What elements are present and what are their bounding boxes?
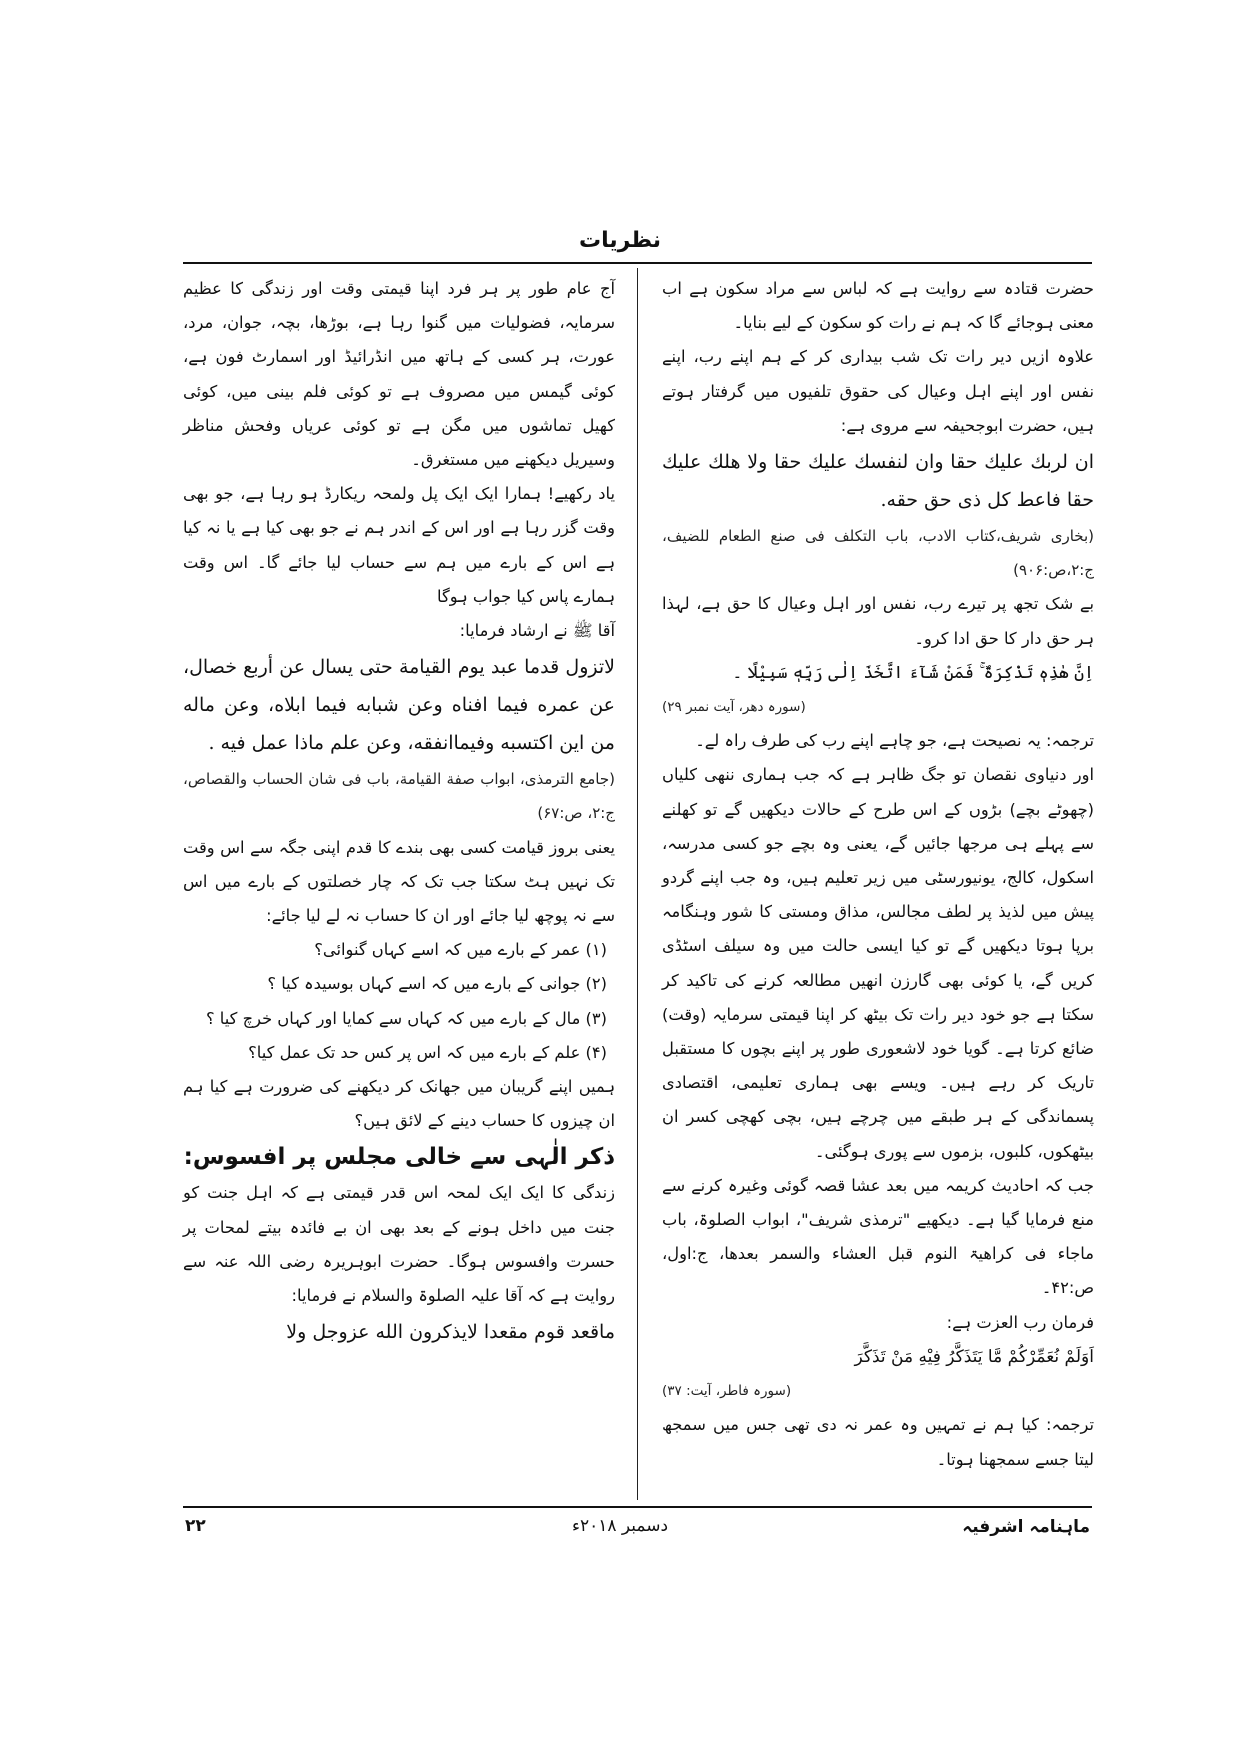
paragraph-self-reflection: ہمیں اپنے گریبان میں جھانک کر دیکھنے کی ضرورت ہے کیا ہم ان چیزوں کا حساب دینے کے لائق ہیں؟: [183, 1077, 615, 1131]
quran-citation-dahr: (سورہ دھر، آیت نمبر ۲۹): [662, 699, 806, 716]
list-item: (۳) مال کے بارے میں کہ کہاں سے کمایا اور کہاں خرچ کیا ؟: [205, 1008, 607, 1028]
left-column: [183, 272, 615, 1351]
header-divider: [183, 262, 1092, 264]
hadith-rights-translation: بے شک تجھ پر تیرے رب، نفس اور اہل وعیال کا حق ہے، لہذا ہر حق دار کا حق ادا کرو۔: [662, 594, 1094, 648]
quran-verse-fatir: اَوَلَمْ نُعَمِّرْكُمْ مَّا يَتَذَكَّرُ فِيْهِ مَنْ تَذَكَّرَ: [854, 1346, 1094, 1367]
paragraph-wasting-time: آج عام طور پر ہر فرد اپنا قیمتی وقت اور زندگی کا عظیم سرمایہ، فضولیات میں گنوا رہا ہے، بوڑھا، بچہ، جوان، مرد، عورت، ہر کسی کے ہاتھ میں انڈرائیڈ اور اسمارٹ فون ہے، کوئی گیمس میں مصروف ہے تو کوئی فلم بینی میں، کوئی کھیل تماشوں میں مگن ہے تو کوئی عریاں وفحش مناظر وسیریل دیکھنے میں مستغرق۔: [183, 279, 615, 470]
hadith-gathering-arabic: ماقعد قوم مقعدا لايذكرون الله عزوجل ولا: [286, 1321, 615, 1344]
list-item: (۲) جوانی کے بارے میں کہ اسے کہاں بوسیدہ کیا ؟: [267, 974, 607, 994]
list-item: (۱) عمر کے بارے میں کہ اسے کہاں گنوائی؟: [314, 940, 607, 960]
paragraph-every-moment: زندگی کا ایک ایک لمحہ اس قدر قیمتی ہے کہ اہل جنت کو جنت میں داخل ہونے کے بعد بھی ان بے فائدہ بیتے لمحات پر حسرت وافسوس ہوگا۔ حضرت ابوہریرہ رضی اللہ عنہ سے روایت ہے کہ آقا علیہ الصلوۃ والسلام نے فرمایا:: [183, 1183, 615, 1306]
column-divider: [637, 268, 638, 1500]
paragraph-night-waking: علاوہ ازیں دیر رات تک شب بیداری کر کے ہم اپنے رب، اپنے نفس اور اپنے اہل وعیال کی حقوق تلفیوں میں گرفتار ہوتے ہیں، حضرت ابوجحیفہ سے مروی ہے:: [662, 347, 1094, 435]
hadith-four-questions-reference: (جامع الترمذی، ابواب صفة القيامة، باب فی شان الحساب والقصاص، ج:۲، ص:۶۷): [183, 770, 615, 823]
page-number: ۲۲: [185, 1516, 206, 1536]
right-column: [662, 272, 1094, 1477]
divine-saying-intro: فرمان رب العزت ہے:: [946, 1312, 1094, 1332]
hadith-rights-arabic: ان لربك عليك حقا وان لنفسك عليك حقا ولا هلك عليك حقا فاعط كل ذی حق حقه.: [662, 451, 1094, 512]
section-heading-dhikr: ذکر الٰہی سے خالی مجلس پر افسوس:: [183, 1144, 615, 1171]
footer-magazine-name: ماہنامہ اشرفیہ: [962, 1517, 1090, 1537]
footer-divider: [183, 1506, 1092, 1508]
hadith-explanation: یعنی بروز قیامت کسی بھی بندے کا قدم اپنی جگہ سے اس وقت تک نہیں ہٹ سکتا جب تک کہ چار خصلتوں کے بارے میں اس سے نہ پوچھ لیا جائے اور ان کا حساب نہ لے لیا جائے:: [183, 837, 615, 926]
paragraph-worldly-loss: اور دنیاوی نقصان تو جگ ظاہر ہے کہ جب ہماری ننھی کلیاں (چھوٹے بچے) بڑوں کے اس طرح کے حالات دیکھیں گے تو کھلنے سے پہلے ہی مرجھا جائیں گے، یعنی وہ بچے جو کسی مدرسہ، اسکول، کالج، یونیورسٹی میں زیر تعلیم ہیں، وہ جب اپنے گردو پیش میں لذیذ پر لطف مجالس، مذاق ومستی کا شور وہنگامہ برپا ہوتا دیکھیں گے تو کیا ایسی حالت میں وہ سیلف اسٹڈی کریں گے، یا کوئی بھی گارزن انھیں مطالعہ کرنے کی تاکید کر سکتا ہے جو خود دیر رات تک بیٹھ کر اپنا قیمتی سرمایہ (وقت) ضائع کرتا ہے۔ گویا خود لاشعوری طور پر اپنے بچوں کا مستقبل تاریک کر رہے ہیں۔ ویسے بھی ہماری تعلیمی، اقتصادی پسماندگی کے ہر طبقے میں چرچے ہیں، بچی کھچی کسر ان بیٹھکوں، کلبوں، بزموں سے پوری ہوگئی۔: [662, 765, 1094, 1161]
quran-translation-dahr: ترجمہ: یہ نصیحت ہے، جو چاہے اپنے رب کی طرف راہ لے۔: [695, 731, 1094, 751]
footer-issue-date: دسمبر ۲۰۱۸ء: [571, 1516, 669, 1536]
hadith-rights-reference: (بخاری شریف،کتاب الادب، باب التكلف فی صنع الطعام للضیف، ج:۲،ص:۹۰۶): [662, 527, 1094, 580]
paragraph-remember: یاد رکھیے! ہمارا ایک ایک پل ولمحہ ریکارڈ ہو رہا ہے، جو بھی وقت گزر رہا ہے اور اس کے اندر ہم نے جو بھی کیا ہے یا نہ کیا ہے اس کے بارے میں ہم سے حساب لیا جائے گا۔ اس وقت ہمارے پاس کیا جواب ہوگا: [183, 484, 615, 606]
hadith-intro: آقا ﷺ نے ارشاد فرمایا:: [459, 621, 615, 641]
quran-translation-fatir: ترجمہ: کیا ہم نے تمہیں وہ عمر نہ دی تھی جس میں سمجھ لیتا جسے سمجھنا ہوتا۔: [662, 1415, 1094, 1469]
quran-verse-dahr: اِنَّ هٰذِهٖ تَذْكِرَةٌ ۚ فَمَنْ شَآءَ اتَّخَذَ اِلٰى رَبِّهٖ سَبِيْلًا ۔: [732, 662, 1094, 683]
quran-citation-fatir: (سورہ فاطر، آیت: ۳۷): [662, 1383, 792, 1400]
paragraph-qatada: حضرت قتادہ سے روایت ہے کہ لباس سے مراد سکون ہے اب معنی ہوجائے گا کہ ہم نے رات کو سکون کے لیے بنایا۔: [662, 279, 1094, 333]
hadith-four-questions-arabic: لاتزول قدما عبد یوم القيامة حتی يسال عن أربع خصال، عن عمره فيما افناه وعن شبابه فيما ابلاه، وعن ماله من اين اكتسبه وفيماانفقه، وعن علم ماذا عمل فيه .: [183, 656, 615, 755]
paragraph-ahadith-prohibition: جب کہ احادیث کریمہ میں بعد عشا قصہ گوئی وغیرہ کرنے سے منع فرمایا گیا ہے۔ دیکھیے "ترمذی شریف"، ابواب الصلوۃ، باب ماجاء فی کراھیۃ النوم قبل العشاء والسمر بعدھا، ج:اول، ص:۴۲۔: [662, 1175, 1094, 1298]
list-item: (۴) علم کے بارے میں کہ اس پر کس حد تک عمل کیا؟: [248, 1042, 607, 1062]
section-title: نظریات: [578, 228, 661, 253]
